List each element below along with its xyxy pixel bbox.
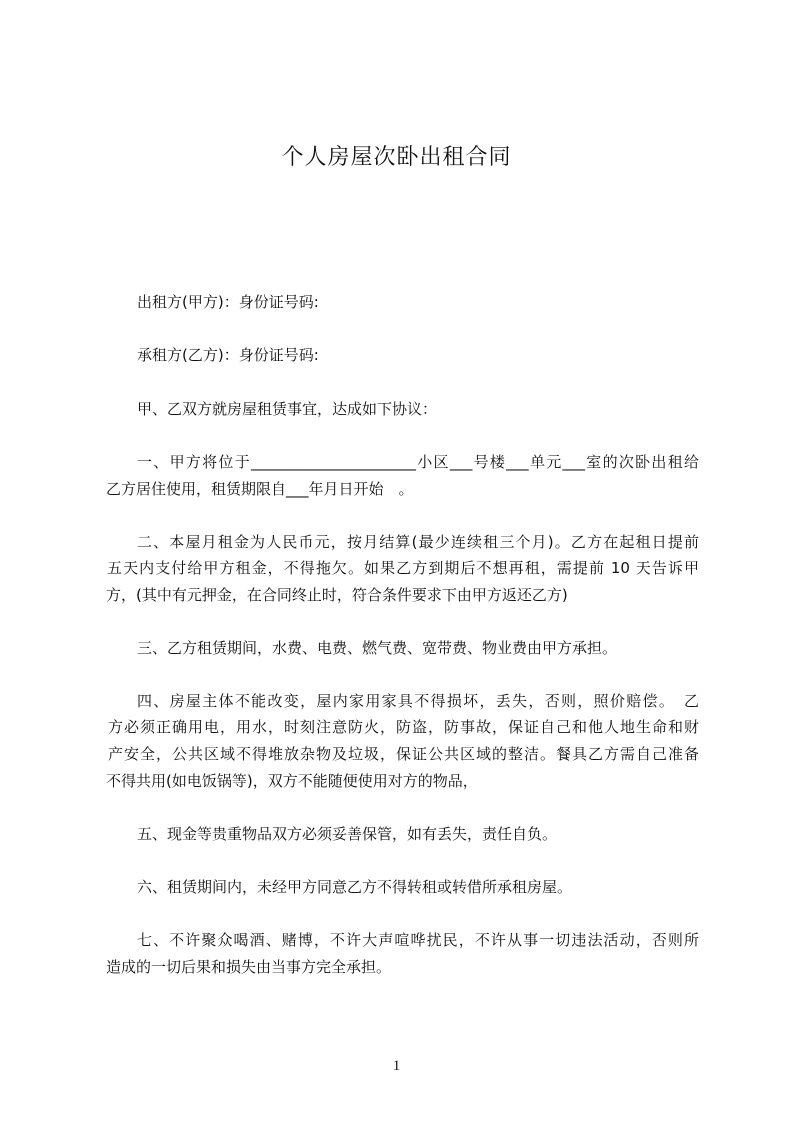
- clause-4-line-2: 方必须正确用电，用水，时刻注意防火，防盗，防事故，保证自己和他人地生命和财: [108, 718, 699, 736]
- party-a-line: 出租方(甲方)：身份证号码:: [137, 293, 319, 311]
- clause-2-line-2: 五天内支付给甲方租金，不得拖欠。如果乙方到期后不想再租，需提前 10 天告诉甲: [107, 559, 699, 577]
- clause-4-line-4: 不得共用(如电饭锅等)，双方不能随便使用对方的物品，: [106, 772, 478, 790]
- clause-4-line-1: 四、房屋主体不能改变，屋内家用家具不得损坏，丢失，否则，照价赔偿。 乙: [137, 692, 699, 710]
- party-b-line: 承租方(乙方)：身份证号码:: [137, 346, 319, 364]
- clause-2-line-1: 二、本屋月租金为人民币元，按月结算(最少连续租三个月)。乙方在起租日提前: [137, 533, 699, 551]
- clause-6: 六、租赁期间内，未经甲方同意乙方不得转租或转借所承租房屋。: [137, 878, 573, 896]
- clause-2-line-3: 方，(其中有元押金，在合同终止时，符合条件要求下由甲方返还乙方): [106, 586, 568, 604]
- clause-1-line-2: 乙方居住使用，租赁期限自___年月日开始 。: [106, 480, 414, 498]
- clause-7-line-2: 造成的一切后果和损失由当事方完全承担。: [106, 958, 392, 976]
- clause-5: 五、现金等贵重物品双方必须妥善保管，如有丢失，责任自负。: [137, 825, 558, 843]
- clause-3: 三、乙方租赁期间，水费、电费、燃气费、宽带费、物业费由甲方承担。: [137, 639, 618, 657]
- clause-4-line-3: 产安全，公共区域不得堆放杂物及垃圾，保证公共区域的整洁。餐具乙方需自己准备: [108, 745, 699, 763]
- page-number: 1: [392, 1058, 401, 1074]
- clause-7-line-1: 七、不许聚众喝酒、赌博，不许大声喧哗扰民，不许从事一切违法活动，否则所: [137, 931, 699, 949]
- clause-1-line-1: 一、甲方将位于______________________小区___号楼___单元___室的次卧出租给: [137, 453, 699, 471]
- contract-title: 个人房屋次卧出租合同: [281, 145, 512, 170]
- agreement-intro: 甲、乙双方就房屋租赁事宜，达成如下协议：: [137, 400, 438, 418]
